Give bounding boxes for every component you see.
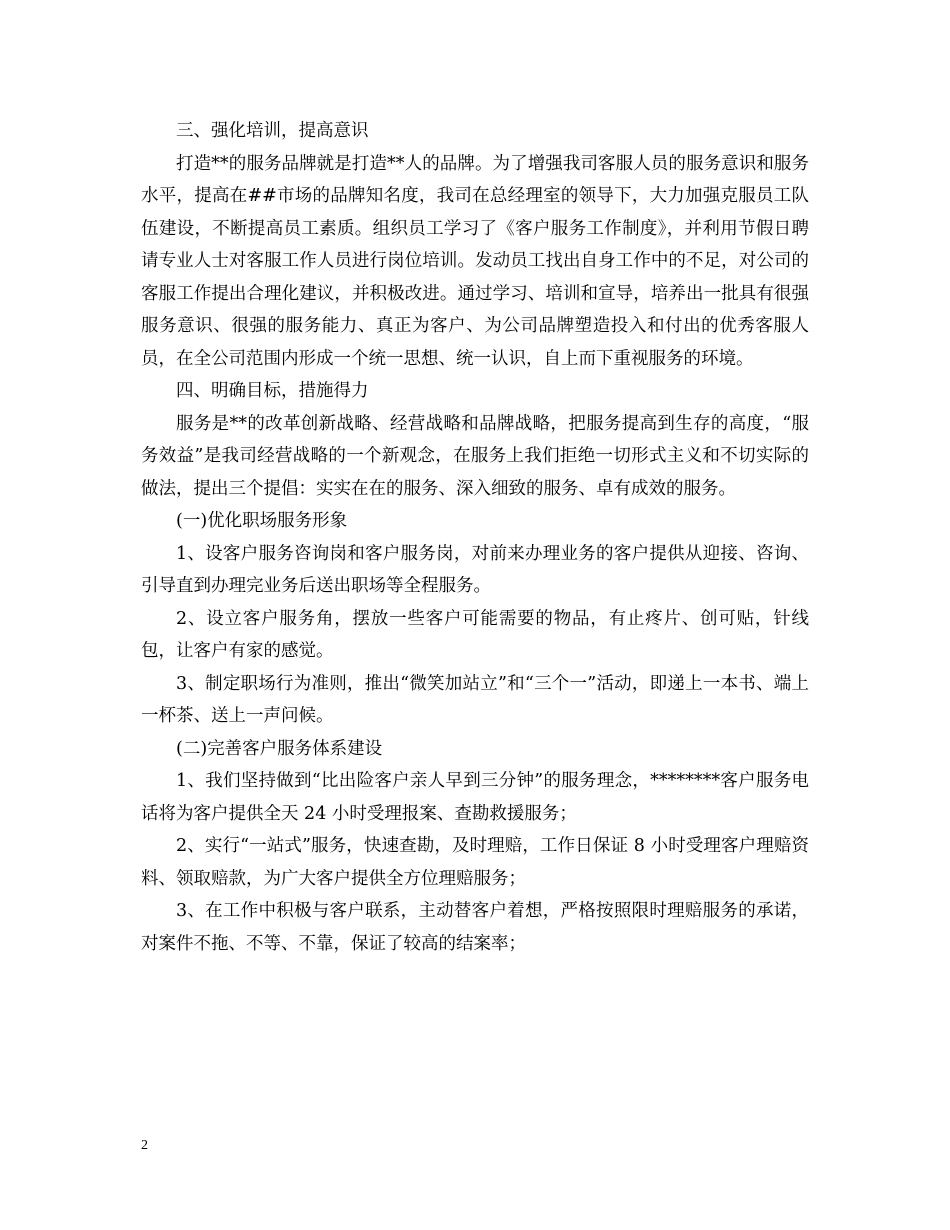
paragraph-service-strategy: 服务是**的改革创新战略、经营战略和品牌战略，把服务提高到生存的高度，“服务效益”是我司经营战略的一个新观念，在服务上我们拒绝一切形式主义和不切实际的做法，提出三个提倡：实实在在的服务、深入细致的服务、卓有成效的服务。 [141, 413, 809, 499]
page-number: 2 [141, 1138, 148, 1153]
section-heading-4: 四、明确目标，措施得力 [176, 381, 369, 401]
list-item-1: 1、设客户服务咨询岗和客户服务岗，对前来办理业务的客户提供从迎接、咨询、引导直到办理完业务后送出职场等全程服务。 [141, 543, 809, 596]
list-item-5: 2、实行“一站式”服务，快速查勘，及时理赔，工作日保证 8 小时受理客户理赔资料、领取赔款，为广大客户提供全方位理赔服务； [141, 836, 809, 889]
section-heading-3: 三、强化培训，提高意识 [176, 121, 369, 141]
subheading-1: (一)优化职场服务形象 [176, 511, 348, 531]
list-item-4: 1、我们坚持做到“比出险客户亲人早到三分钟”的服务理念，********客户服务电话将为客户提供全天 24 小时受理报案、查勘救援服务； [141, 771, 809, 824]
list-item-3: 3、制定职场行为准则，推出“微笑加站立”和“三个一”活动，即递上一本书、端上一杯茶、送上一声问候。 [141, 673, 809, 726]
paragraph-training: 打造**的服务品牌就是打造**人的品牌。为了增强我司客服人员的服务意识和服务水平，提高在##市场的品牌知名度，我司在总经理室的领导下，大力加强克服员工队伍建设，不断提高员工素质。组织员工学习了《客户服务工作制度》，并利用节假日聘请专业人士对客服工作人员进行岗位培训。发动员工找出自身工作中的不足，对公司的客服工作提出合理化建议，并积极改进。通过学习、培训和宣导，培养出一批具有很强服务意识、很强的服务能力、真正为客户、为公司品牌塑造投入和付出的优秀客服人员，在全公司范围内形成一个统一思想、统一认识，自上而下重视服务的环境。 [141, 153, 809, 369]
subheading-2: (二)完善客户服务体系建设 [176, 738, 383, 759]
list-item-2: 2、设立客户服务角，摆放一些客户可能需要的物品，有止疼片、创可贴，针线包，让客户有家的感觉。 [141, 608, 809, 661]
list-item-6: 3、在工作中积极与客户联系，主动替客户着想，严格按照限时理赔服务的承诺，对案件不拖、不等、不靠，保证了较高的结案率； [141, 901, 809, 954]
document-body [141, 115, 809, 960]
